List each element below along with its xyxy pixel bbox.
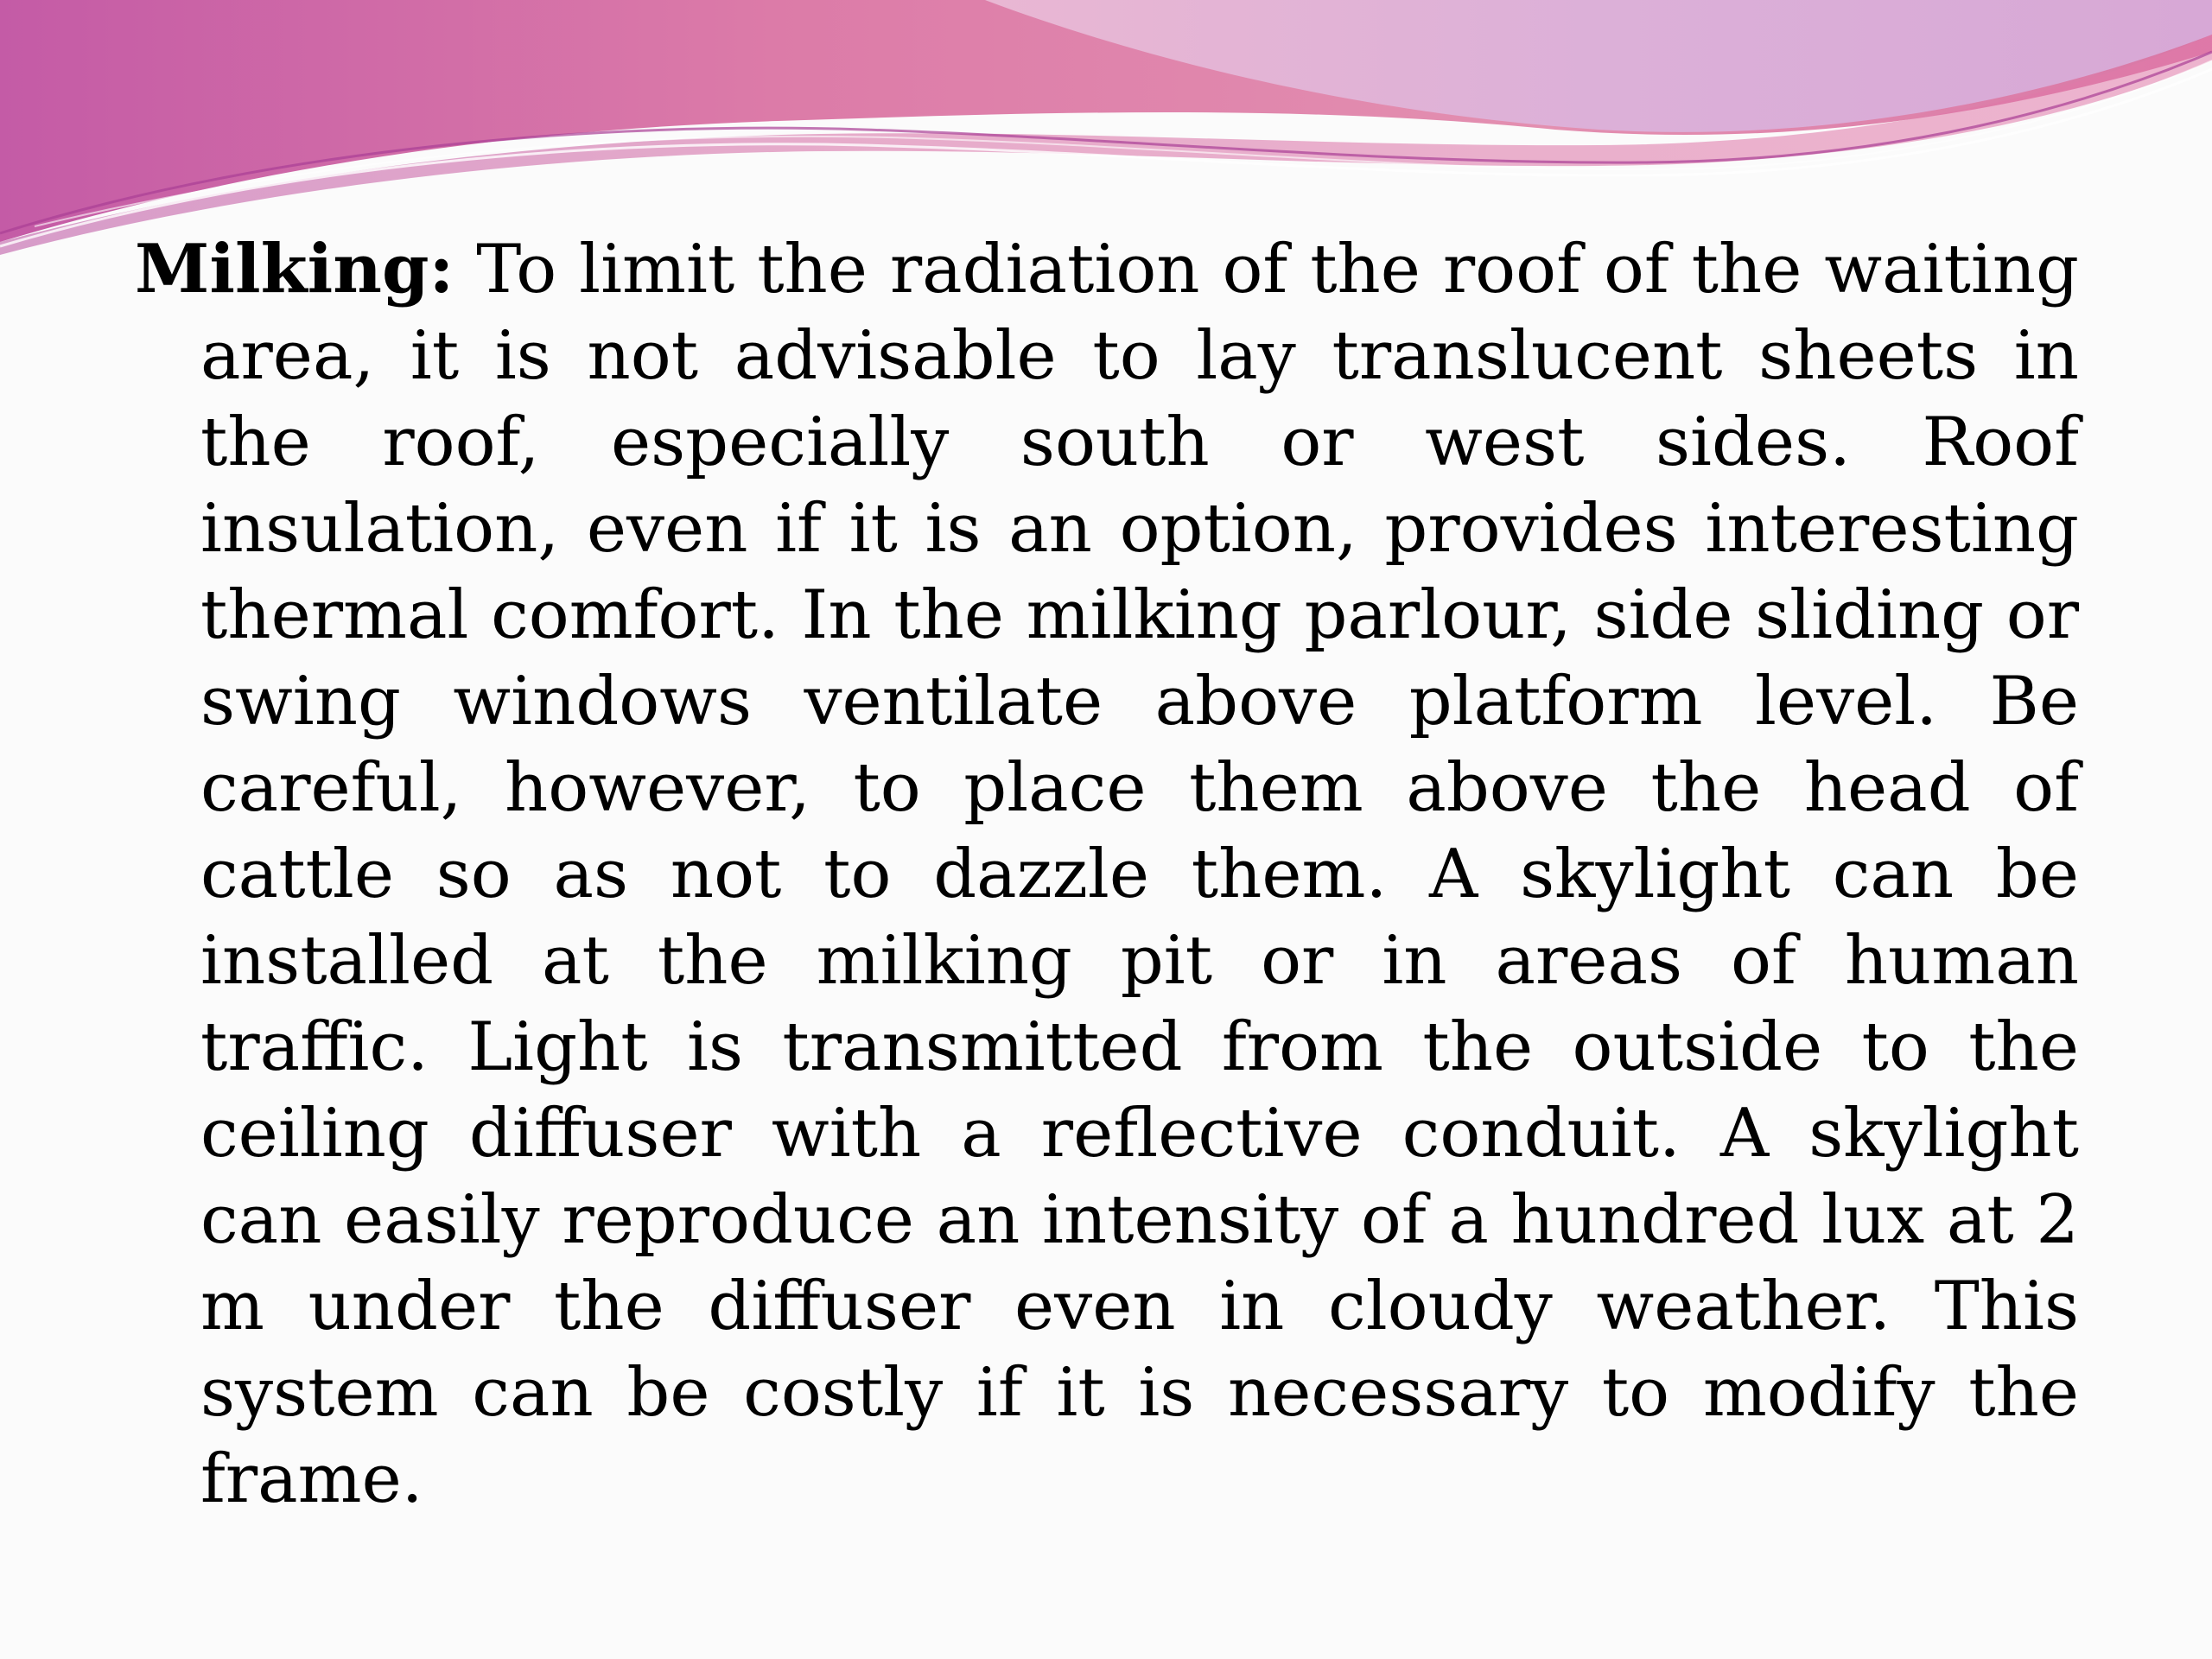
- slide-body-paragraph: [135, 226, 2079, 1522]
- milking-heading-label: Milking:: [135, 230, 454, 308]
- header-wave-decoration: [0, 0, 2212, 259]
- milking-body-text: To limit the radiation of the roof of the waiting area, it is not advisable to lay translucent sheets in the roof, especially south or west sides. Roof insulation, even if it is an option, provides interesting thermal comfort. In the milking parlour, side sliding or swing windows ventilate above platform level. Be careful, however, to place them above the head of cattle so as not to dazzle them. A skylight can be installed at the milking pit or in areas of human traffic. Light is transmitted from the outside to the ceiling diffuser with a reflective conduit. A skylight can easily reproduce an intensity of a hundred lux at 2 m under the diffuser even in cloudy weather. This system can be costly if it is necessary to modify the frame.: [200, 231, 2079, 1518]
